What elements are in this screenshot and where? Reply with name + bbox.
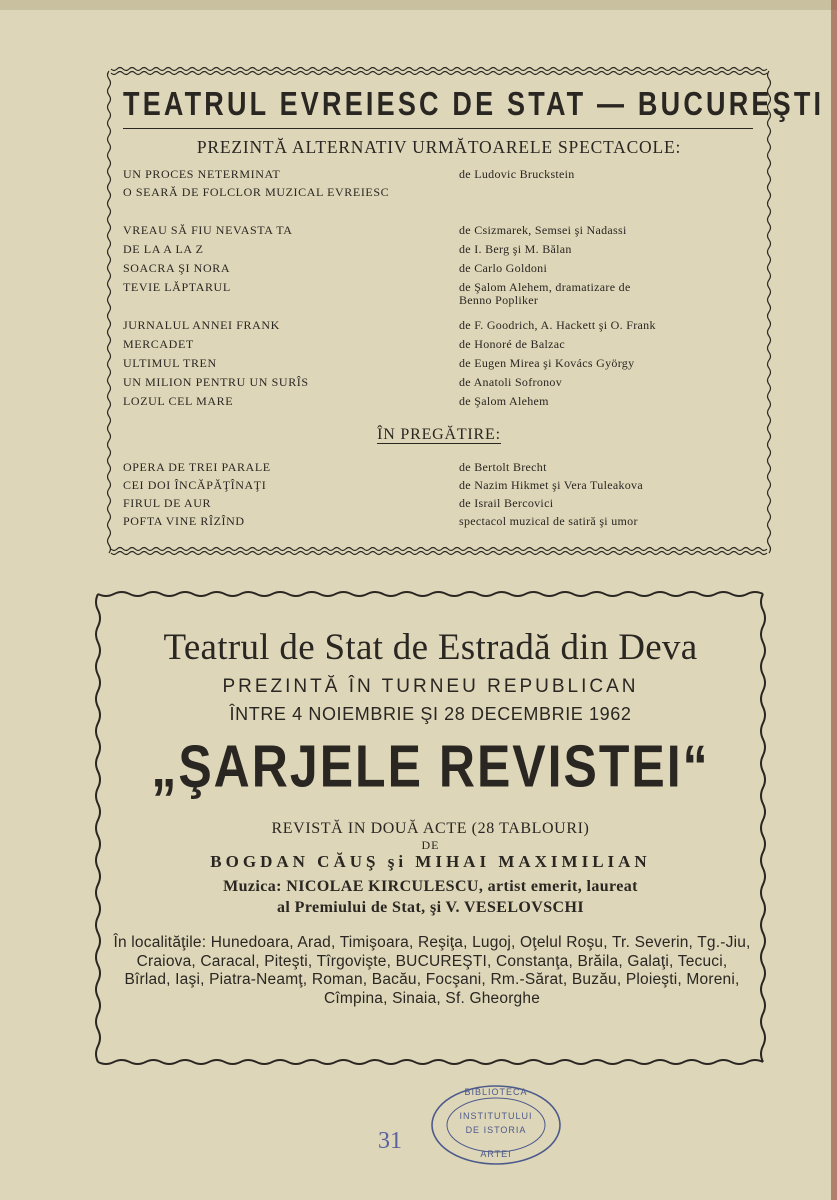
theatre-subtitle: PREZINTĂ ALTERNATIV URMĂTOARELE SPECTACOLE: [196, 137, 682, 157]
library-stamp: BIBLIOTECA INSTITUTULUI DE ISTORIA ARTEI [428, 1083, 564, 1167]
page-top-edge [0, 0, 837, 10]
estrada-theatre-block [92, 584, 769, 1069]
revue-line: REVISTĂ IN DOUĂ ACTE (28 TABLOURI) [271, 820, 590, 837]
show-name: „ŞARJELE REVISTEI“ [151, 733, 710, 800]
tour-line: PREZINTĂ ÎN TURNEU REPUBLICAN [222, 676, 639, 697]
jewish-theatre-block: TEATRUL EVREIESC DE STAT — BUCUREŞTI PREZINTĂ ALTERNATIV URMĂTOARELE SPECTACOLE: UN PROCES NETERMINAT de Ludovic Bruckstein O SEARĂ DE FOLCLOR MUZICAL EVREIESC VREAU SĂ FIU NEVASTA TA de Csizmarek, Semsei şi Nadassi DE LA A LA Z de I. Berg şi M. Bălan SOACRA ŞI NORA de Carlo Goldoni TEVIE LĂPTARUL de Şalom Alehem, dramatizare de Benno Popliker JURNALUL ANNEI FRANK de F. Goodrich, A. Hackett şi O. Frank MERCADET de Honoré de Balzac ULTIMUL TREN de Eugen Mirea şi Kovács György UN MILION PENTRU UN SURÎS de Anatoli Sofronov LOZUL CEL MARE de Şalom Alehem ÎN PREGĂTIRE: OPERA DE TREI PARALE de Bertolt Brecht CEI DOI ÎNCĂPĂŢÎNAŢI de Nazim Hikmet şi Vera Tuleakova FIRUL DE AUR de Israil Bercovici POFTA VINE RÎZÎND spectacol muzical de satiră şi umor [103, 63, 775, 560]
authors-line: BOGDAN CĂUŞ şi MIHAI MAXIMILIAN [210, 852, 651, 871]
in-preparation-heading: ÎN PREGĂTIRE: [377, 426, 501, 443]
music-credit: Muzica: NICOLAE KIRCULESCU, artist emerit, laureat al Premiului de Stat, şi V. VESELOVSCHI [223, 878, 638, 916]
theatre-title: TEATRUL EVREIESC DE STAT — BUCUREŞTI [123, 85, 825, 123]
title-rule [123, 128, 753, 129]
estrada-title: Teatrul de Stat de Estradă din Deva [163, 627, 698, 668]
date-line: ÎNTRE 4 NOIEMBRIE ŞI 28 DECEMBRIE 1962 [229, 704, 632, 724]
by-line: DE [421, 838, 440, 852]
page-binding-edge [831, 0, 837, 1200]
page-number: 31 [378, 1128, 402, 1154]
tour-places: În localităţile: Hunedoara, Arad, Timişoara, Reşiţa, Lugoj, Oţelul Roşu, Tr. Severin, Tg.-Jiu, Craiova, Caracal, Piteşti, Tîrgovişte, BUCUREŞTI, Constanţa, Brăila, Galaţi, Tecuci, Bîrlad, Iaşi, Piatra-Neamţ, Roman, Bacău, Focşani, Rm.-Sărat, Buzău, Ploieşti, Moreni, Cîmpina, Sinaia, Sf. Gheorghe [113, 934, 751, 1007]
